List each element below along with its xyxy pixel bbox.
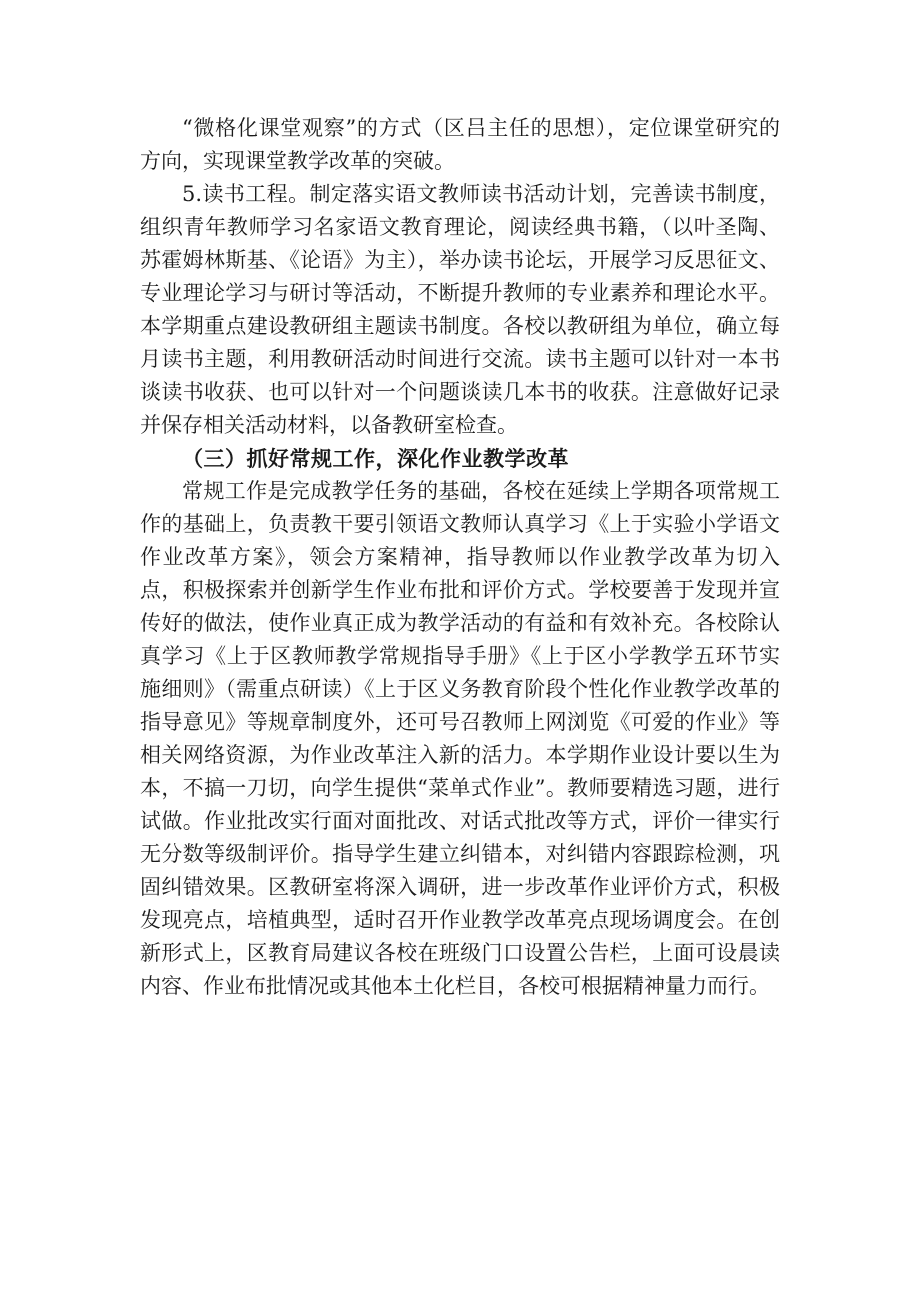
paragraph-classroom-observation: “微格化课堂观察”的方式（区吕主任的思想），定位课堂研究的方向，实现课堂教学改革的突破。 [140,116,780,173]
paragraph-reading-project: 5.读书工程。制定落实语文教师读书活动计划，完善读书制度，组织青年教师学习名家语文教育理论，阅读经典书籍，（以叶圣陶、苏霍姆林斯基、《论语》为主），举办读书论坛，开展学习反思征文、专业理论学习与研讨等活动，不断提升教师的专业素养和理论水平。本学期重点建设教研组主题读书制度。各校以教研组为单位，确立每月读书主题，利用教研活动时间进行交流。读书主题可以针对一本书谈读书收获、也可以针对一个问题谈读几本书的收获。注意做好记录并保存相关活动材料，以备教研室检查。 [140,182,780,437]
section-heading: （三）抓好常规工作，深化作业教学改革 [182,446,569,471]
paragraph-routine-work: 常规工作是完成教学任务的基础，各校在延续上学期各项常规工作的基础上，负责教干要引领语文教师认真学习《上于实验小学语文作业改革方案》，领会方案精神，指导教师以作业教学改革为切入点，积极探索并创新学生作业布批和评价方式。学校要善于发现并宣传好的做法，使作业真正成为教学活动的有益和有效补充。各校除认真学习《上于区教师教学常规指导手册》《上于区小学教学五环节实施细则》（需重点研读）《上于区义务教育阶段个性化作业教学改革的指导意见》等规章制度外，还可号召教师上网浏览《可爱的作业》等相关网络资源，为作业改革注入新的活力。本学期作业设计要以生为本，不搞一刀切，向学生提供“菜单式作业”。教师要精选习题，进行试做。作业批改实行面对面批改、对话式批改等方式，评价一律实行无分数等级制评价。指导学生建立纠错本，对纠错内容跟踪检测，巩固纠错效果。区教研室将深入调研，进一步改革作业评价方式，积极发现亮点，培植典型，适时召开作业教学改革亮点现场调度会。在创新形式上，区教育局建议各校在班级门口设置公告栏，上面可设晨读内容、作业布批情况或其他本土化栏目，各校可根据精神量力而行。 [140,479,780,998]
document-page [140,112,780,1003]
